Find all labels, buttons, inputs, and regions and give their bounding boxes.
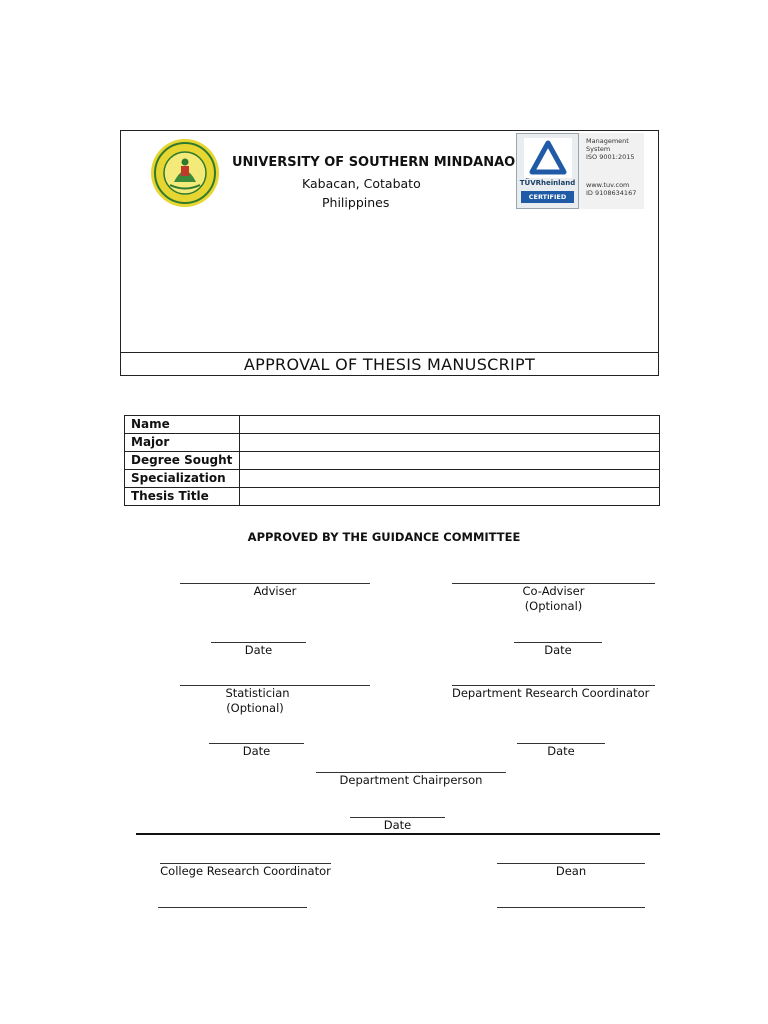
co-adviser-label: Co-Adviser (522, 584, 585, 598)
dept-chairperson-date-block (350, 817, 445, 833)
university-country: Philippines (322, 195, 390, 210)
document-title: APPROVAL OF THESIS MANUSCRIPT (243, 355, 536, 374)
row-label-major: Major (125, 434, 240, 452)
statistician-date-block (209, 743, 304, 759)
statistician-label: Statistician (225, 686, 290, 700)
adviser-label: Adviser (253, 584, 297, 598)
date-line (497, 907, 645, 908)
cert-footer-line: ID 9108634167 (586, 189, 637, 197)
certification-details (579, 133, 644, 209)
row-value-thesis-title[interactable] (240, 488, 660, 506)
row-label-name: Name (125, 416, 240, 434)
table-row (125, 452, 660, 470)
date-label: Date (544, 643, 572, 657)
dept-research-coordinator-label: Department Research Coordinator (452, 686, 650, 700)
table-row (125, 434, 660, 452)
cert-footer-line: www.tuv.com (586, 181, 630, 189)
row-value-name[interactable] (240, 416, 660, 434)
row-label-specialization: Specialization (125, 470, 240, 488)
dept-chairperson-signature-block (316, 772, 506, 788)
university-city: Kabacan, Cotabato (302, 176, 421, 191)
student-info-table (124, 415, 660, 506)
date-label: Date (383, 818, 412, 832)
dean-label: Dean (555, 864, 587, 878)
cert-line: ISO 9001:2015 (586, 153, 635, 161)
statistician-signature-block (180, 685, 370, 716)
co-adviser-signature-block (452, 583, 655, 614)
committee-heading: APPROVED BY THE GUIDANCE COMMITTEE (247, 530, 521, 544)
row-value-major[interactable] (240, 434, 660, 452)
row-value-specialization[interactable] (240, 470, 660, 488)
table-row (125, 470, 660, 488)
certification-badge (516, 133, 579, 209)
table-row (125, 488, 660, 506)
cert-line: System (586, 145, 611, 153)
header-divider (121, 352, 658, 353)
row-label-thesis-title: Thesis Title (125, 488, 240, 506)
university-seal-icon (150, 138, 220, 208)
section-divider (136, 833, 660, 835)
date-label: Date (547, 744, 575, 758)
tuv-triangle-icon (524, 138, 572, 178)
dept-chairperson-label: Department Chairperson (339, 773, 483, 787)
adviser-signature-block (180, 583, 370, 599)
cert-line: Management (586, 137, 629, 145)
cert-badge-label: CERTIFIED (521, 191, 574, 203)
college-research-coordinator-label: College Research Coordinator (160, 864, 331, 878)
date-label: Date (242, 744, 271, 758)
statistician-note: (Optional) (226, 701, 284, 715)
row-label-degree: Degree Sought (125, 452, 240, 470)
cert-brand: TÜVRheinland (519, 179, 576, 187)
date-label: Date (244, 643, 273, 657)
co-adviser-note: (Optional) (524, 599, 583, 613)
co-adviser-date-block (514, 642, 602, 658)
adviser-date-block (211, 642, 306, 658)
dept-research-coordinator-date-block (517, 743, 605, 759)
college-research-coordinator-block (160, 863, 331, 879)
dean-signature-block (497, 863, 645, 879)
table-row (125, 416, 660, 434)
date-line (158, 907, 307, 908)
row-value-degree[interactable] (240, 452, 660, 470)
university-name: UNIVERSITY OF SOUTHERN MINDANAO (232, 155, 516, 170)
dept-research-coordinator-block (452, 685, 655, 701)
